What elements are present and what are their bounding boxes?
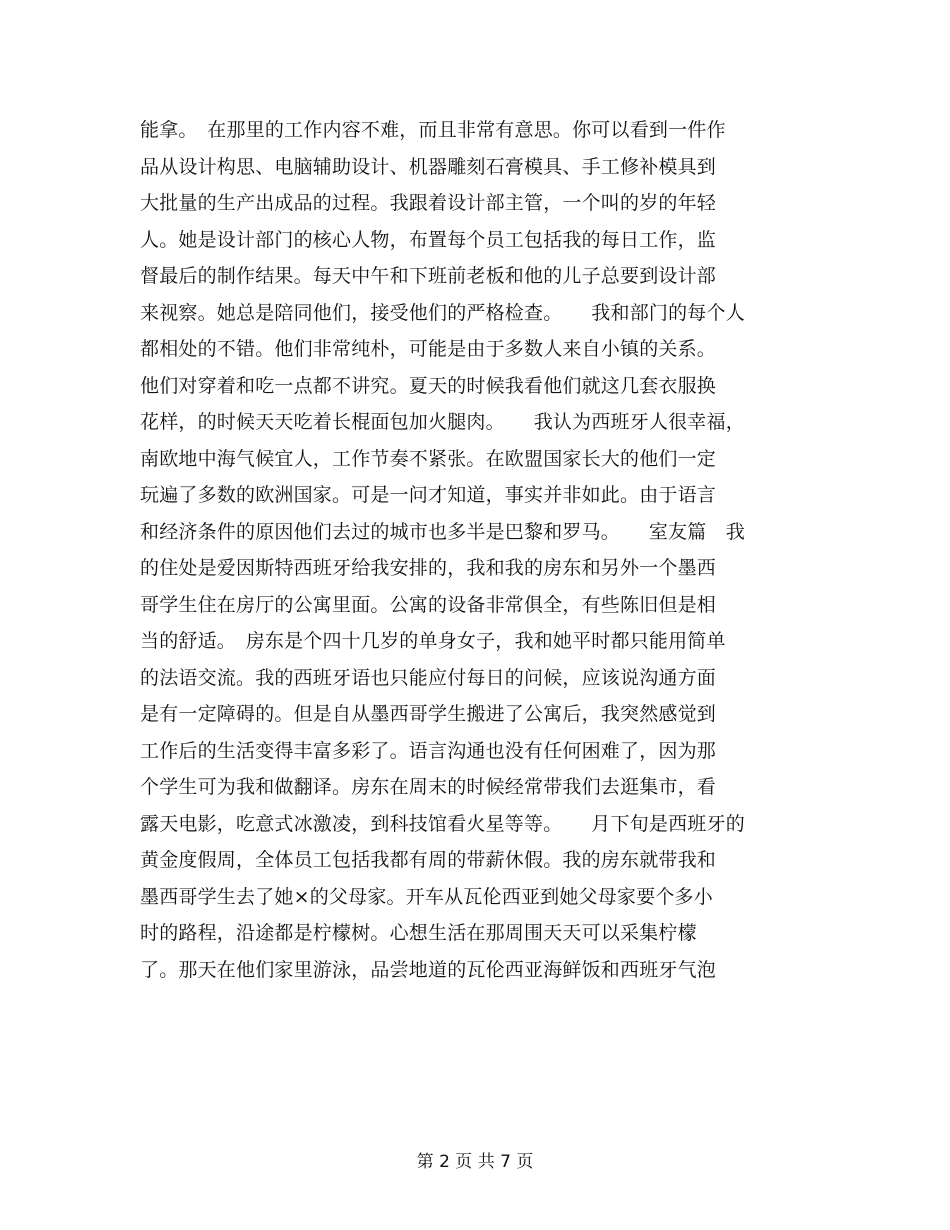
- text-line: 哥学生住在房厅的公寓里面。公寓的设备非常俱全，有些陈旧但是相: [140, 593, 717, 616]
- text-line: 的法语交流。我的西班牙语也只能应付每日的问候，应该说沟通方面: [140, 666, 717, 689]
- page-number-footer: 第 2 页 共 7 页: [416, 1152, 534, 1172]
- text-line: 个学生可为我和做翻译。房东在周末的时候经常带我们去逛集市，看: [140, 776, 717, 798]
- text-line: 露天电影，吃意式冰激凌，到科技馆看火星等等。 月下旬是西班牙的: [140, 812, 745, 835]
- text-line: 时的路程，沿途都是柠檬树。心想生活在那周围天天可以采集柠檬: [140, 922, 697, 944]
- text-line: 墨西哥学生去了她×的父母家。开车从瓦伦西亚到她父母家要个多小: [140, 885, 713, 908]
- text-line: 是有一定障碍的。但是自从墨西哥学生搬进了公寓后，我突然感觉到: [140, 703, 717, 725]
- text-line: 大批量的生产出成品的过程。我跟着设计部主管，一个叫的岁的年轻: [140, 192, 717, 214]
- text-line: 玩遍了多数的欧洲国家。可是一问才知道，事实并非如此。由于语言: [140, 484, 717, 506]
- body-text: [140, 112, 800, 988]
- text-line: 和经济条件的原因他们去过的城市也多半是巴黎和罗马。 室友篇 我: [140, 520, 745, 543]
- text-line: 督最后的制作结果。每天中午和下班前老板和他的儿子总要到设计部: [140, 265, 717, 287]
- text-line: 了。那天在他们家里游泳，品尝地道的瓦伦西亚海鲜饭和西班牙气泡: [140, 958, 717, 981]
- text-line: 能拿。 在那里的工作内容不难，而且非常有意思。你可以看到一件作: [140, 119, 726, 141]
- text-line: 人。她是设计部门的核心人物，布置每个员工包括我的每日工作，监: [140, 228, 717, 251]
- text-line: 都相处的不错。他们非常纯朴，可能是由于多数人来自小镇的关系。: [140, 338, 717, 360]
- text-line: 黄金度假周，全体员工包括我都有周的带薪休假。我的房东就带我和: [140, 849, 717, 871]
- text-line: 的住处是爱因斯特西班牙给我安排的，我和我的房东和另外一个墨西: [140, 557, 717, 579]
- text-line: 南欧地中海气候宜人，工作节奏不紧张。在欧盟国家长大的他们一定: [140, 447, 717, 470]
- text-line: 品从设计构思、电脑辅助设计、机器雕刻石膏模具、手工修补模具到: [140, 155, 717, 178]
- text-line: 他们对穿着和吃一点都不讲究。夏天的时候我看他们就这几套衣服换: [140, 374, 717, 397]
- text-line: 工作后的生活变得丰富多彩了。语言沟通也没有任何困难了，因为那: [140, 739, 717, 762]
- text-line: 花样，的时候天天吃着长棍面包加火腿肉。 我认为西班牙人很幸福，: [140, 411, 745, 433]
- text-line: 来视察。她总是陪同他们，接受他们的严格检查。 我和部门的每个人: [140, 301, 745, 324]
- text-line: 当的舒适。 房东是个四十几岁的单身女子，我和她平时都只能用简单: [140, 630, 726, 652]
